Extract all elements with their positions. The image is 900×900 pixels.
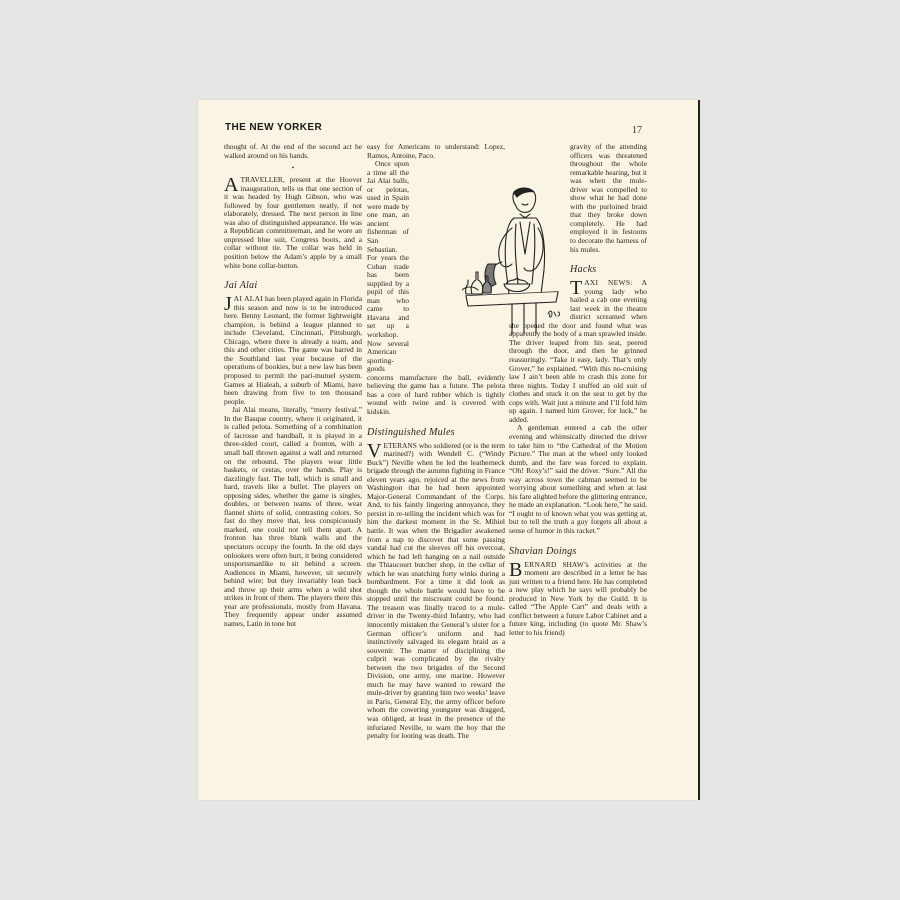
paragraph: Jai Alai means, literally, “merry festival.” In the Basque country, where it originated, it is called pelota. Something of a combination of lacrosse and handball, it is played in a three-sided court, called a fronton, with a small ball thrown against a wall and returned on the rebound. The players wear little baskets, or cestas, over the hands. Play is dazzlingly fast. The ball, which is small and hard, travels like a bullet. The players on opposing sides, whether the game is singles, doubles, or between teams of three, wear flannel shirts of solid, contrasting colors. So fast do they move that, less conspicuously marked, one could not tell them apart. A fronton has three blank walls and the spectators occupy the fourth. In the old days onlookers were often hurt, it being considered unsportsmanlike to sit behind a screen. Audiences in Miami, however, sit securely behind wire; but they invariably lean back and throw up their arms when a wild shot strikes in front of them. The players there this year are professionals, mostly from Havana. They frequently appear under assumed names, Latin in tone but [224, 405, 362, 628]
body-text: A young lady who hailed a cab one evening last week in the theatre district screamed when she opened the door and found what was apparently the body of a man sprawled inside. The driver leaped from his seat, peered through the door, and then he grinned reassuringly. “Take it easy, lady. That’s only Grover,” he explained. “With this no-cruising law I ain’t been able to crash this zone for three nights. Today I stuffed an old suit of clothes and stuck it on the seat to get by the cops with. Wait just a minute and I’ll fold him up again. I named him Grover, for luck,” he added. [509, 278, 647, 424]
paragraph: easy for Americans to understand: Lopez, Ramos, Antoine, Paco. [367, 142, 505, 160]
paragraph: A gentleman entered a cab the other evening and whimsically directed the driver to take him to “the Cathedral of the Motion Picture.” The man at the wheel only looked dumb, and the fare was forced to explain. “Oh! Roxy’s!” said the driver. “Sure.” All the way across town the cabman seemed to be worrying about something and when at last his fare alighted before the glittering entrance, he made an explanation. “Look here,” he said. “I ought to of known what you was getting at, but to tell the truth a guy forgets all about a sense of humor in this racket.” [509, 423, 647, 535]
section-heading-mules: Distinguished Mules [367, 426, 455, 438]
lead-in: TRAVELLER, [240, 175, 285, 185]
body-text: who soldiered (or is the term marined?) with Wendell C. (“Windy Buck”) Neville when he led the leatherneck brigade through the autumn fighting in France eleven years ago, rejoiced at the news from Washington that he had been appointed Major-General Commandant of the Corps. And, to his faintly lingering annoyance, they persist in re-telling the incident which was for him the darkest moment in the St. Mihiel battle. It was when the Brigadier awakened from a nap to discover that some passing vandal had cut the sleeves off his overcoat, which he had left hanging on a nail outside the Thiaucourt butcher shop, in the cellar of which he was snatching forty winks during a bombardment. For a time it did look as though the whole battle would have to be stopped until the miscreant could be found. The treason was finally traced to a mule-driver in the Twenty-third Infantry, who had innocently mistaken the General’s ulster for a German officer’s uniform and had instinctively salvaged its elegant braid as a souvenir. The matter of disciplining the culprit was complicated by the rivalry between the two brigades of the Second Division, one army, one marine. However much he may have wanted to reward the mule-driver by granting him two weeks’ leave in Paris, General Ely, the army officer before whom the cowering youngster was dragged, was obliged, at least in the presence of the infuriated Neville, to warn the boy that the penalty for looting was death. The [367, 440, 505, 741]
section-heading-shavian: Shavian Doings [509, 545, 577, 557]
paragraph-jai-alai [224, 295, 362, 406]
section-heading-hacks: Hacks [570, 264, 597, 276]
lead-in: ERNARD [524, 559, 557, 569]
body-text: present at the Hoover inauguration, tells us that one section of it was headed by Hugh Gibson, who was followed by four gentlemen neatly, if not elaborately, dressed. The next person in line was also of distinguished appearance. He was a Republican committeeman, and he wore an unpressed blue suit, Congress boots, and a collar without tie. The collar was held in position below the Adam’s apple by a small white bone collar-button. [224, 175, 362, 270]
body-text: SHAW’s activities at the moment are described in a letter he has just written to a friend here. He has completed a new play which he says will probably be produced in New York by the Guild. It is called “The Apple Cart” and deals with a conflict between a future Labor Cabinet and a future king, including (to quote Mr. Shaw’s letter to his friend) [509, 559, 647, 637]
lead-in: AXI NEWS: [584, 278, 633, 288]
drop-cap: V [367, 439, 382, 462]
masthead: THE NEW YORKER [225, 122, 323, 133]
cartoon-illustration [462, 184, 576, 340]
drop-cap: J [224, 293, 232, 316]
magazine-page [198, 100, 700, 800]
paragraph: Once upon a time all the Jai Alai balls, or pelotas, used in Spain were made by one man, an ancient fisherman of San Sebastian. For years the Cuban trade has been supplied by a pupil of this man who came to Havana and set up a workshop. Now several American sporting-goods concerns manufacture the ball, evidently believing the game has a future. The pelota has a core of hard rubber which is tightly wound with twine and is covered with kidskin. [367, 159, 505, 416]
artist-signature-icon [548, 311, 560, 317]
drop-cap: B [509, 558, 523, 581]
paragraph-veterans [367, 439, 505, 741]
drop-cap: A [224, 174, 239, 197]
page-number: 17 [632, 125, 642, 136]
column-1 [224, 143, 362, 628]
lead-in: AI ALAI [233, 294, 264, 304]
paragraph-shaw [509, 558, 647, 638]
paragraph: thought of. At the end of the second act he walked around on his hands. [224, 142, 362, 160]
paragraph-traveller [224, 176, 362, 270]
section-heading-jai-alai: Jai Alai [224, 280, 258, 292]
section-bullet: • [291, 164, 295, 173]
drop-cap: T [570, 277, 583, 300]
lead-in: ETERANS [383, 440, 417, 450]
body-text: has been played again in Florida this season and now is to be introduced here. Benny Leonard, the former lightweight champion, is behind a league planned to include Cleveland, Cincinnati, Pittsburgh, Chicago, where there is already a team, and this and other cities. The game was barred in the Southland last year because of the operations of bookies, but a new law has been proposed to permit the pari-mutuel system. Games at Hialeah, a suburb of Miami, have been drawing from five to ten thousand people. [224, 294, 362, 406]
paragraph: gravity of the attending officers was threatened throughout the whole remarkable hearing, but it was when the mule-driver was compelled to show what he had done with the purloined braid that they broke down completely. He had employed it in festoons to decorate the harness of his mules. [570, 142, 647, 254]
